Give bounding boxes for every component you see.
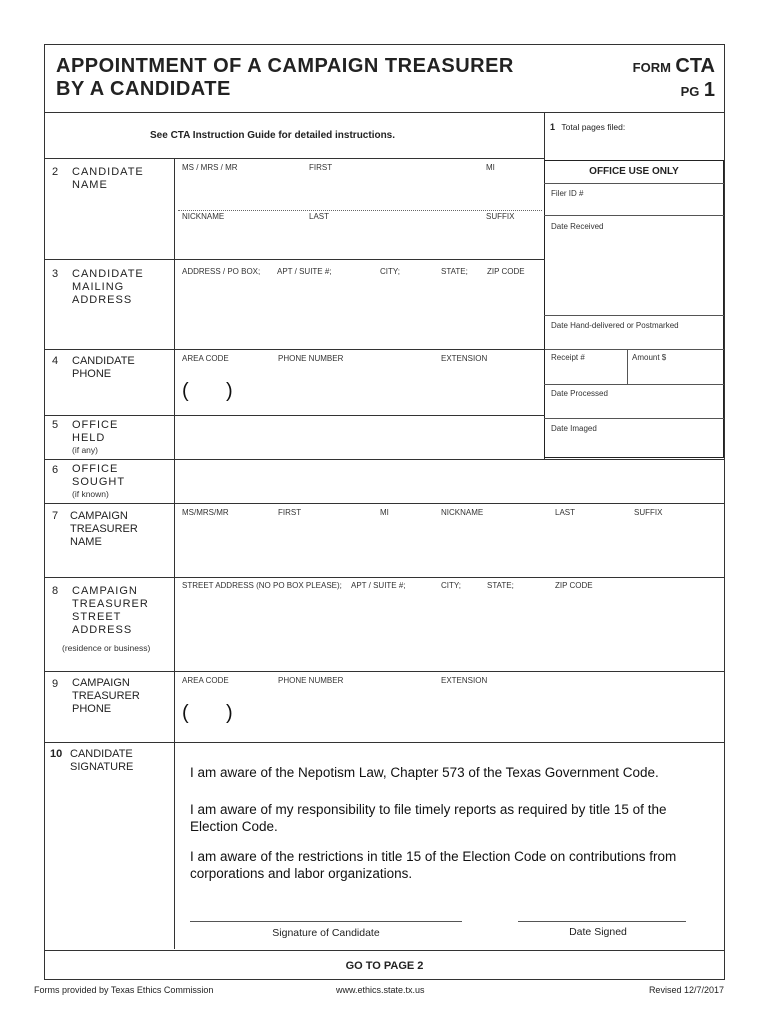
instruction-text: See CTA Instruction Guide for detailed instructions. <box>150 130 396 141</box>
candidate-last-label: LAST <box>309 212 330 221</box>
office-use-title: OFFICE USE ONLY <box>589 166 679 177</box>
total-pages-field[interactable] <box>550 122 625 132</box>
amount-label: Amount $ <box>632 353 667 362</box>
treasurer-address-field[interactable] <box>176 592 722 668</box>
form-label: FORM <box>632 60 671 75</box>
mailing-apt-label: APT / SUITE #; <box>277 267 332 276</box>
treasurer-extension-label: EXTENSION <box>441 676 488 685</box>
section-6-number: 6 <box>52 464 59 476</box>
candidate-area-code-label: AREA CODE <box>182 354 229 363</box>
date-hand-delivered-label: Date Hand-delivered or Postmarked <box>551 321 679 330</box>
treasurer-apt-label: APT / SUITE #; <box>351 581 406 590</box>
mailing-city-label: CITY; <box>380 267 400 276</box>
section-2-label: CANDIDATE NAME <box>72 166 144 191</box>
section-10-label: CANDIDATE SIGNATURE <box>70 748 134 773</box>
signature-label: Signature of Candidate <box>272 927 380 939</box>
candidate-extension-label: EXTENSION <box>441 354 488 363</box>
section-7-number: 7 <box>52 510 59 522</box>
mailing-state-label: STATE; <box>441 267 468 276</box>
section-5-label: OFFICE HELD <box>72 419 119 444</box>
treasurer-nickname-label: NICKNAME <box>441 508 484 517</box>
section-4-label: CANDIDATE PHONE <box>72 355 135 380</box>
candidate-area-close-paren: ) <box>226 380 233 402</box>
total-pages-label: Total pages filed: <box>561 122 626 132</box>
section-5-number: 5 <box>52 419 59 431</box>
treasurer-street-label: STREET ADDRESS (NO PO BOX PLEASE); <box>182 581 342 590</box>
pg-number: 1 <box>703 79 715 101</box>
form-code <box>633 55 715 78</box>
footer-revised: Revised 12/7/2017 <box>648 985 724 995</box>
pg-label: PG <box>680 84 700 99</box>
candidate-first-name-field[interactable] <box>176 172 542 204</box>
section-4-number: 4 <box>52 355 59 367</box>
mailing-address-field[interactable] <box>176 278 542 346</box>
section-2-number: 2 <box>52 166 59 178</box>
footer-website[interactable]: www.ethics.state.tx.us <box>336 985 425 995</box>
mailing-address-label: ADDRESS / PO BOX; <box>182 267 261 276</box>
section-3-label: CANDIDATE MAILING ADDRESS <box>72 268 144 306</box>
form-code-value: CTA <box>675 55 715 77</box>
page-indicator <box>681 79 715 102</box>
section-8-note: (residence or business) <box>62 643 151 653</box>
title-line-2: BY A CANDIDATE <box>56 78 231 100</box>
candidate-last-name-field[interactable] <box>176 222 542 258</box>
section-10-number: 10 <box>50 748 63 760</box>
treasurer-ms-label: MS/MRS/MR <box>182 508 229 517</box>
treasurer-area-code-label: AREA CODE <box>182 676 229 685</box>
section-3-number: 3 <box>52 268 59 280</box>
section-5-note: (if any) <box>72 445 98 455</box>
office-held-field[interactable] <box>176 418 542 458</box>
section-7-label: CAMPAIGN TREASURER NAME <box>70 510 138 548</box>
title-line-1: APPOINTMENT OF A CAMPAIGN TREASURER <box>56 55 514 77</box>
treasurer-phone-field[interactable] <box>176 688 722 740</box>
total-pages-number: 1 <box>550 122 556 132</box>
treasurer-area-open-paren: ( <box>182 702 189 724</box>
section-9-number: 9 <box>52 678 59 690</box>
treasurer-state-label: STATE; <box>487 581 514 590</box>
go-to-page-2[interactable]: GO TO PAGE 2 <box>345 960 424 972</box>
treasurer-zip-label: ZIP CODE <box>555 581 593 590</box>
office-use-box <box>544 160 724 458</box>
treasurer-phone-label: PHONE NUMBER <box>278 676 344 685</box>
section-6-label: OFFICE SOUGHT <box>72 463 126 488</box>
treasurer-city-label: CITY; <box>441 581 461 590</box>
treasurer-area-close-paren: ) <box>226 702 233 724</box>
date-signed-line[interactable] <box>518 921 686 922</box>
section-8-label: CAMPAIGN TREASURER STREET ADDRESS <box>72 585 149 636</box>
candidate-first-label: FIRST <box>309 163 333 172</box>
candidate-phone-field[interactable] <box>176 366 542 412</box>
section-6-note: (if known) <box>72 489 109 499</box>
date-processed-label: Date Processed <box>551 389 608 398</box>
treasurer-last-label: LAST <box>555 508 576 517</box>
nepotism-statement: I am aware of the Nepotism Law, Chapter 573 of the Texas Government Code. <box>190 765 659 780</box>
office-sought-field[interactable] <box>176 462 722 502</box>
candidate-ms-label: MS / MRS / MR <box>182 163 238 172</box>
section-8-number: 8 <box>52 585 59 597</box>
candidate-nickname-label: NICKNAME <box>182 212 225 221</box>
date-signed-label: Date Signed <box>569 926 627 938</box>
treasurer-name-field[interactable] <box>176 520 722 576</box>
contributions-statement: I am aware of the restrictions in title 15 of the Election Code on contributions from corporations and labor organizations. <box>190 849 677 881</box>
receipt-label: Receipt # <box>551 353 585 362</box>
signature-line[interactable] <box>190 921 462 922</box>
candidate-area-open-paren: ( <box>182 380 189 402</box>
name-divider <box>178 210 542 211</box>
section-9-label: CAMPAIGN TREASURER PHONE <box>72 677 140 715</box>
filer-id-label: Filer ID # <box>551 189 584 198</box>
date-received-label: Date Received <box>551 222 604 231</box>
candidate-phone-label: PHONE NUMBER <box>278 354 344 363</box>
candidate-mi-label: MI <box>486 163 495 172</box>
mailing-zip-label: ZIP CODE <box>487 267 525 276</box>
footer-left: Forms provided by Texas Ethics Commission <box>34 985 214 995</box>
treasurer-suffix-label: SUFFIX <box>634 508 663 517</box>
date-imaged-label: Date Imaged <box>551 424 597 433</box>
treasurer-first-label: FIRST <box>278 508 302 517</box>
form-title <box>56 55 514 101</box>
treasurer-mi-label: MI <box>380 508 389 517</box>
reporting-statement: I am aware of my responsibility to file timely reports as required by title 15 of the Election Code. <box>190 802 667 834</box>
candidate-suffix-label: SUFFIX <box>486 212 515 221</box>
